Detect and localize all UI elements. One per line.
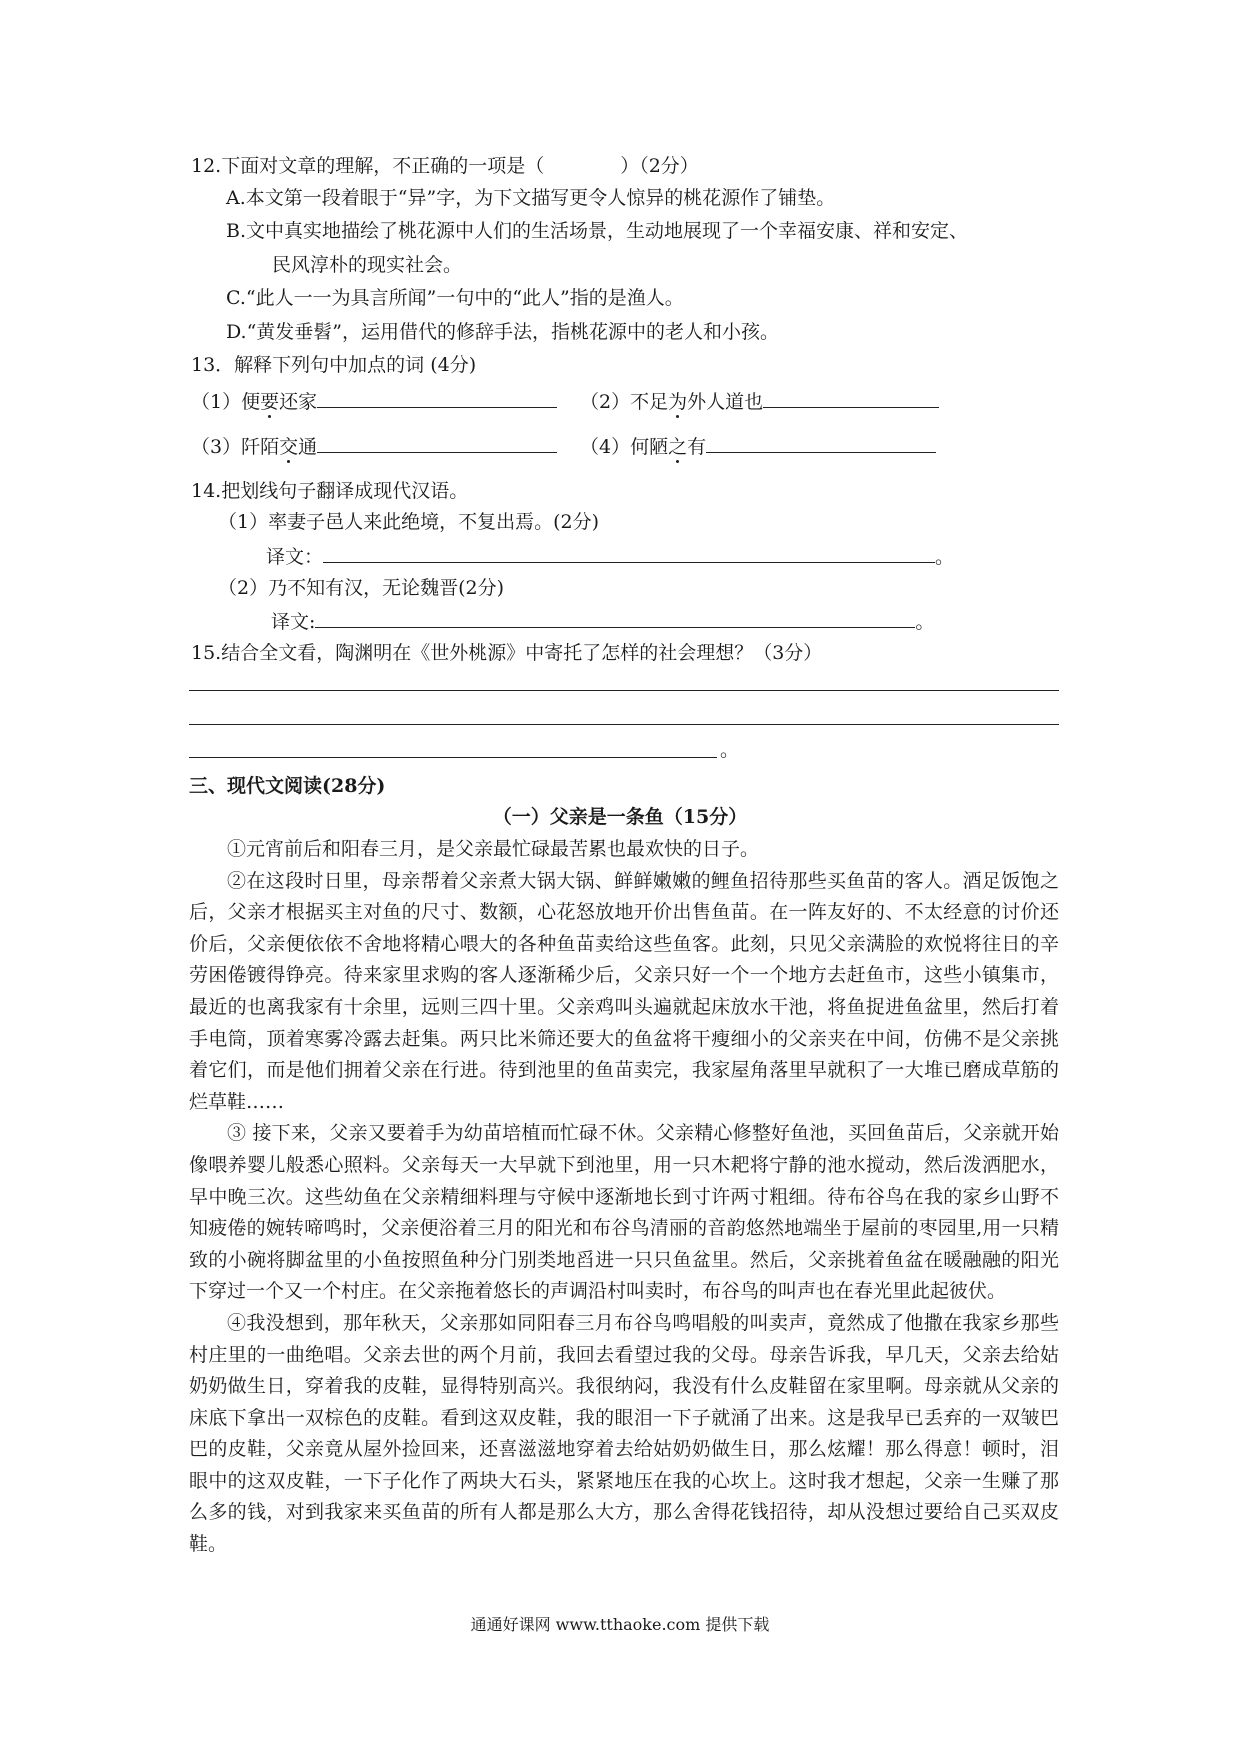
q14-sentence-2: （2）乃不知有汉，无论魏晋(2分) (218, 577, 505, 599)
passage-paragraph-2: ②在这段时日里，母亲帮着父亲煮大锅大锅、鲜鲜嫩嫩的鲤鱼招待那些买鱼苗的客人。酒足饭饱之后，父亲才根据买主对鱼的尺寸、数额，心花怒放地开价出售鱼苗。在一阵友好的、不太经意的讨价还价后，父亲便依依不舍地将精心喂大的各种鱼苗卖给这些鱼客。此刻，只见父亲满脸的欢悦将往日的辛劳困倦镀得铮亮。待来家里求购的客人逐渐稀少后，父亲只好一个一个地方去赶鱼市，这些小镇集市，最近的也离我家有十余里，远则三四十里。父亲鸡叫头遍就起床放水干池，将鱼捉进鱼盆里，然后打着手电筒，顶着寒雾冷露去赶集。两只比米筛还要大的鱼盆将干瘦细小的父亲夹在中间，仿佛不是父亲挑着它们，而是他们拥着父亲在行进。待到池里的鱼苗卖完，我家屋角落里早就积了一大堆已磨成草筋的烂草鞋…… (189, 869, 1059, 1113)
q13-item-1 (191, 385, 557, 417)
q14-stem: 14.把划线句子翻译成现代汉语。 (191, 480, 469, 502)
q13-item-3-answer-blank[interactable] (317, 430, 557, 453)
passage-paragraph-1: ①元宵前后和阳春三月，是父亲最忙碌最苦累也最欢快的日子。 (227, 838, 760, 860)
q13-item-3-pre: （3）阡陌 (191, 436, 280, 458)
q12-option-b-line2: 民风淳朴的现实社会。 (272, 254, 463, 276)
q13-item-4-post: 有 (687, 436, 707, 458)
q13-item-4 (580, 430, 936, 462)
q12-option-a: A.本文第一段着眼于“异”字，为下文描写更令人惊异的桃花源作了铺垫。 (226, 187, 836, 209)
q13-item-1-pre: （1）便 (191, 391, 261, 413)
q13-stem: 13．解释下列句中加点的词 (4分) (191, 354, 477, 376)
q15-answer-end: 。 (720, 739, 740, 761)
q14-sentence-1: （1）率妻子邑人来此绝境，不复出焉。(2分) (218, 511, 600, 533)
q14-translation-2-label: 译文: (271, 611, 316, 633)
q13-item-4-dotted-word: 之 (668, 436, 688, 458)
q13-item-1-answer-blank[interactable] (317, 385, 557, 408)
passage-paragraph-4: ④我没想到，那年秋天，父亲那如同阳春三月布谷鸟鸣唱般的叫卖声，竟然成了他撒在我家乡那些村庄里的一曲绝唱。父亲去世的两个月前，我回去看望过我的父母。母亲告诉我，早几天，父亲去给姑奶奶做生日，穿着我的皮鞋，显得特别高兴。我很纳闷，我没有什么皮鞋留在家里啊。母亲就从父亲的床底下拿出一双棕色的皮鞋。看到这双皮鞋，我的眼泪一下子就涌了出来。这是我早已丢弃的一双皱巴巴的皮鞋，父亲竟从屋外捡回来，还喜滋滋地穿着去给姑奶奶做生日，那么炫耀！那么得意！顿时，泪眼中的这双皮鞋，一下子化作了两块大石头，紧紧地压在我的心坎上。这时我才想起，父亲一生赚了那么多的钱，对到我家来买鱼苗的所有人都是那么大方，那么舍得花钱招待，却从没想过要给自己买双皮鞋。 (189, 1311, 1059, 1556)
q13-item-1-post: 还家 (279, 391, 318, 413)
q13-item-2-dotted-word: 为 (668, 391, 688, 413)
q14-translation-2 (271, 605, 934, 637)
q14-translation-1-blank[interactable] (323, 540, 935, 563)
q13-item-3-post: 通 (298, 436, 318, 458)
section-heading: 三、现代文阅读(28分) (189, 775, 386, 797)
q12-option-d: D.“黄发垂髫”，运用借代的修辞手法，指桃花源中的老人和小孩。 (226, 321, 780, 343)
q15-answer-line-2[interactable] (189, 724, 1059, 725)
q13-item-3 (191, 430, 557, 462)
q13-item-1-dotted-word: 要 (260, 391, 280, 413)
q14-translation-1-end: 。 (935, 546, 955, 568)
passage-paragraph-3: ③ 接下来，父亲又要着手为幼苗培植而忙碌不休。父亲精心修整好鱼池，买回鱼苗后，父亲就开始像喂养婴儿般悉心照料。父亲每天一大早就下到池里，用一只木耙将宁静的池水搅动，然后泼洒肥水，早中晚三次。这些幼鱼在父亲精细料理与守候中逐渐地长到寸许两寸粗细。待布谷鸟在我的家乡山野不知疲倦的婉转啼鸣时，父亲便浴着三月的阳光和布谷鸟清丽的音韵悠然地端坐于屋前的枣园里,用一只精致的小碗将脚盆里的小鱼按照鱼种分门别类地舀进一只只鱼盆里。然后，父亲挑着鱼盆在暖融融的阳光下穿过一个又一个村庄。在父亲拖着悠长的声调沿村叫卖时，布谷鸟的叫声也在春光里此起彼伏。 (189, 1122, 1059, 1303)
q13-item-2-post: 外人道也 (687, 391, 764, 413)
q14-translation-1-label: 译文： (266, 546, 324, 568)
q14-translation-1 (266, 540, 954, 572)
passage-body (189, 834, 1059, 1561)
q12-option-b-line1: B.文中真实地描绘了桃花源中人们的生活场景，生动地展现了一个幸福安康、祥和安定、 (226, 220, 969, 242)
q13-item-3-dotted-word: 交 (279, 436, 299, 458)
page-footer: 通通好课网 www.tthaoke.com 提供下载 (470, 1615, 770, 1634)
q14-translation-2-end: 。 (915, 611, 935, 633)
q12-option-c: C.“此人一一为具言所闻”一句中的“此人”指的是渔人。 (226, 287, 684, 309)
q15-answer-line-3[interactable] (189, 757, 717, 758)
q15-stem: 15.结合全文看，陶渊明在《世外桃源》中寄托了怎样的社会理想？（3分） (191, 642, 823, 664)
q13-item-4-answer-blank[interactable] (706, 430, 936, 453)
q13-item-4-pre: （4）何陋 (580, 436, 669, 458)
q13-item-2-pre: （2）不足 (580, 391, 669, 413)
q12-stem: 12.下面对文章的理解，不正确的一项是（ ）（2分） (191, 155, 699, 177)
passage-title: （一）父亲是一条鱼（15分） (492, 806, 748, 828)
q13-item-2-answer-blank[interactable] (763, 385, 939, 408)
q15-answer-line-1[interactable] (189, 690, 1059, 691)
q13-item-2 (580, 385, 939, 417)
q14-translation-2-blank[interactable] (315, 605, 915, 628)
